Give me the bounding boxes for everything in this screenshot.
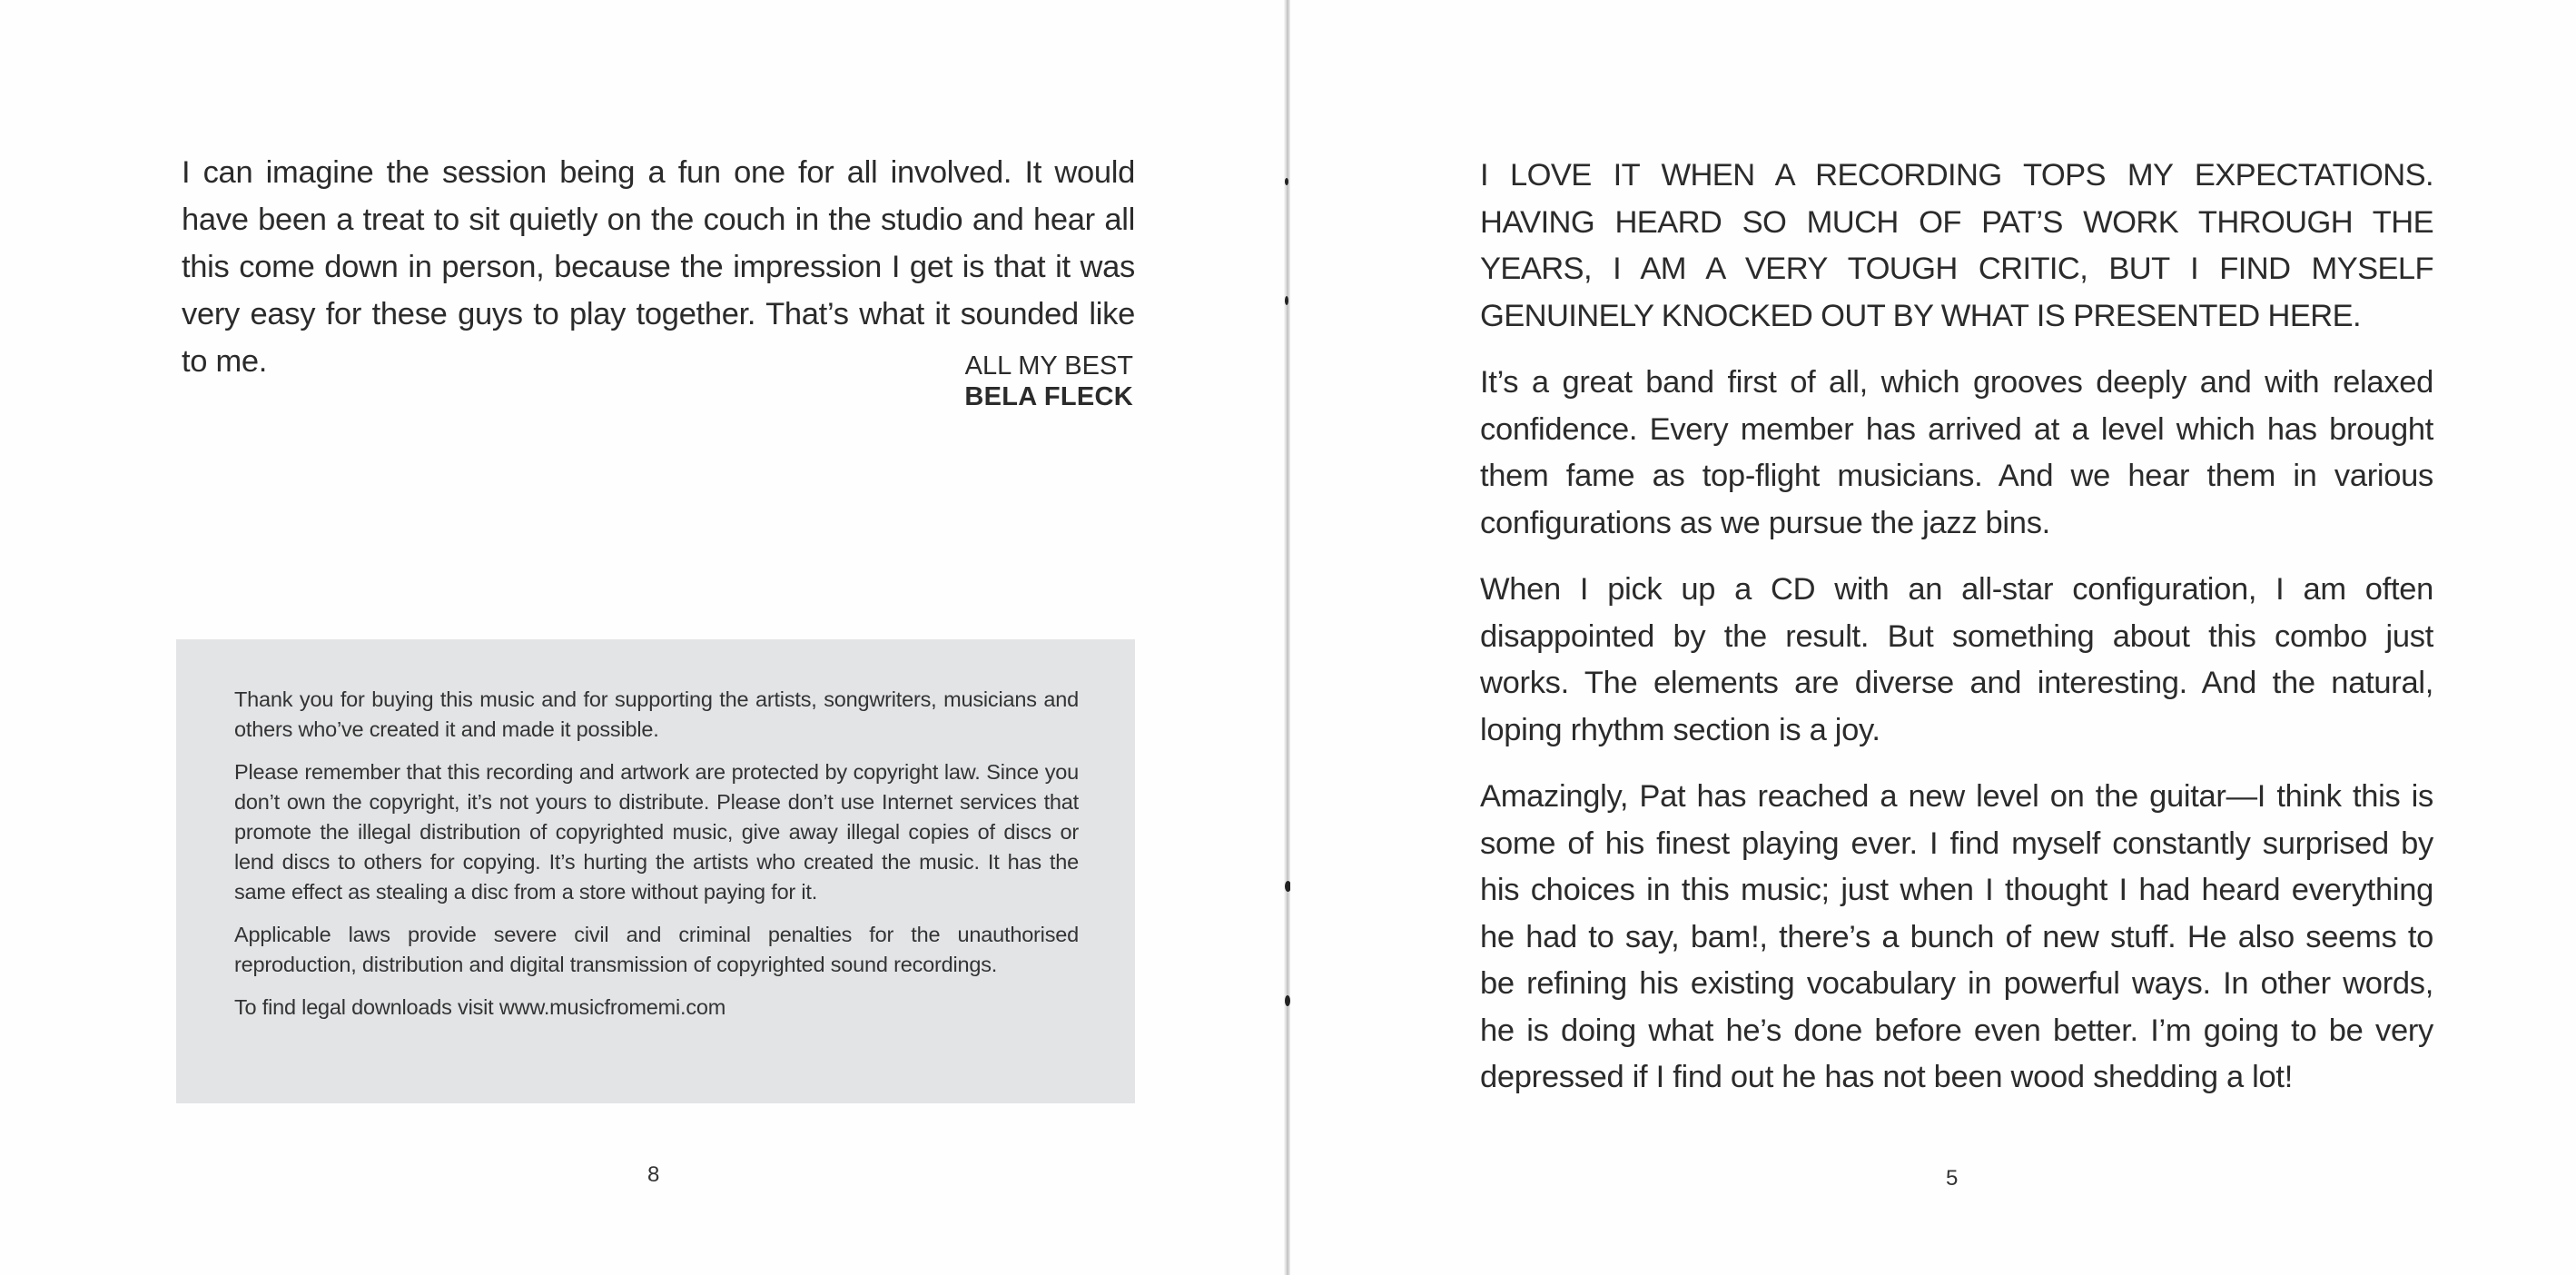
right-paragraph-band: It’s a great band first of all, which grooves deeply and with relaxed confidence. Every member has arrived at a level which has brought them fame as top-flight musicians. And we hear them in various configurations as we pursue the jazz bins. [1480, 365, 2433, 540]
left-body-paragraph: I can imagine the session being a fun one for all involved. It would have been a treat to sit quietly on the couch in the studio and hear all this come down in person, because the impression I get is that it was very easy for these guys to play together. That’s what it sounded like to me. [182, 155, 1135, 379]
notice-paragraph-copyright: Please remember that this recording and artwork are protected by copyright law. Since you don’t own the copyright, it’s not yours to distribute. Please don’t use Internet services that promote the illegal distribution of copyrighted music, give away illegal copies of discs or lend discs to others for copying. It’s hurting the artists who created the music. It has the same effect as stealing a disc from a store without paying for it. [234, 760, 1079, 904]
right-paragraph-intro: I LOVE IT WHEN A RECORDING TOPS MY EXPECTATIONS. HAVING HEARD SO MUCH OF PAT’S WORK THROUGH THE YEARS, I AM A VERY TOUGH CRITIC, BUT I FIND MYSELF GENUINELY KNOCKED OUT BY WHAT IS PRESENTED HERE. [1480, 158, 2433, 333]
right-paragraph-combo: When I pick up a CD with an all-star configuration, I am often disappointed by the result. But something about this combo just works. The elements are diverse and interesting. And the natural, loping rhythm section is a joy. [1480, 572, 2433, 747]
copyright-notice-box [176, 639, 1135, 1103]
copyright-notice-text [234, 685, 1079, 1035]
right-paragraph-guitar: Amazingly, Pat has reached a new level on the guitar—I think this is some of his finest playing ever. I find myself constantly surprised by his choices in this music; just when I thought I had heard everything he had to say, bam!, there’s a bunch of new stuff. He also seems to be refining his existing vocabulary in powerful ways. In other words, he is doing what he’s done before even better. I’m going to be very depressed if I find out he has not been wood shedding a lot! [1480, 779, 2433, 1094]
notice-paragraph-penalties: Applicable laws provide severe civil and criminal penalties for the unauthorised reproduction, distribution and digital transmission of copyrighted sound recordings. [234, 923, 1079, 976]
notice-paragraph-thanks: Thank you for buying this music and for supporting the artists, songwriters, musicians and others who’ve created it and made it possible. [234, 687, 1079, 741]
right-body-text [1480, 153, 2433, 1122]
gutter-mark [1285, 178, 1288, 185]
signoff-name: BELA FLECK [964, 382, 1133, 411]
left-body-text [182, 149, 1135, 385]
left-page [0, 0, 1286, 1275]
signoff [964, 351, 1133, 412]
page-number-right: 5 [1946, 1166, 1959, 1191]
gutter-mark [1285, 296, 1288, 305]
signoff-closing: ALL MY BEST [964, 351, 1133, 381]
notice-paragraph-downloads: To find legal downloads visit www.musicfromemi.com [234, 995, 726, 1019]
page-number-left: 8 [647, 1162, 660, 1187]
